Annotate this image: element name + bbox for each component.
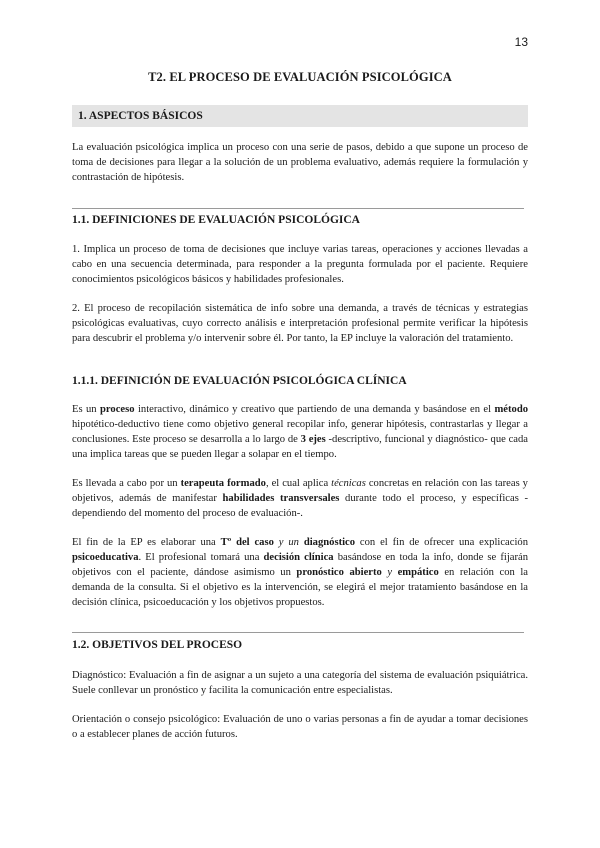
- section-divider: [72, 632, 524, 633]
- paragraph-definicion-1: 1. Implica un proceso de toma de decisiones que incluye varias tareas, operaciones y acciones llevadas a cabo en una secuencia determinada, para responder a la pregunta formulada por el paciente. Requiere conocimientos psicológicos básicos y habilidades profesionales.: [72, 244, 528, 285]
- paragraph-aspectos-basicos: La evaluación psicológica implica un proceso con una serie de pasos, debido a que supone un proceso de toma de decisiones para llegar a la solución de un problema evaluativo, además requiere la formulación y contrastación de hipótesis.: [72, 142, 528, 183]
- section-heading-evaluacion-clinica: 1.1.1. DEFINICIÓN DE EVALUACIÓN PSICOLÓGICA CLÍNICA: [72, 375, 407, 387]
- section-heading-definiciones: 1.1. DEFINICIONES DE EVALUACIÓN PSICOLÓGICA: [72, 214, 360, 226]
- paragraph-objetivo-orientacion: Orientación o consejo psicológico: Evaluación de uno o varias personas a fin de ayudar a tomar decisiones o a establecer planes de acción futuros.: [72, 714, 528, 740]
- paragraph-clinica-2: Es llevada a cabo por un terapeuta formado, el cual aplica técnicas concretas en relación con las tareas y objetivos, además de manifestar habilidades transversales durante todo el proceso, y específicas -dependiendo del momento del proceso de evaluación-.: [72, 478, 528, 519]
- page-number: 13: [514, 35, 528, 49]
- paragraph-objetivo-diagnostico: Diagnóstico: Evaluación a fin de asignar a un sujeto a una categoría del sistema de evaluación psiquiátrica. Suele conllevar un pronóstico y facilita la comunicación entre especialistas.: [72, 670, 528, 696]
- document-title: T2. EL PROCESO DE EVALUACIÓN PSICOLÓGICA: [148, 70, 452, 84]
- paragraph-clinica-1: Es un proceso interactivo, dinámico y creativo que partiendo de una demanda y basándose en el método hipotético-deductivo tiene como objetivo general recopilar info, generar hipótesis, contrastarlas y llegar a conclusiones. Este proceso se desarrolla a lo largo de 3 ejes -descriptivo, funcional y diagnóstico- que cada una implica tareas que se pueden llegar a solapar en el tiempo.: [72, 404, 529, 460]
- section-heading-objetivos: 1.2. OBJETIVOS DEL PROCESO: [72, 639, 243, 651]
- section-divider: [72, 208, 524, 209]
- section-heading-aspectos-basicos: 1. ASPECTOS BÁSICOS: [72, 105, 528, 127]
- paragraph-clinica-3: El fin de la EP es elaborar una Tº del caso y un diagnóstico con el fin de ofrecer una explicación psicoeducativa. El profesional tomará una decisión clínica basándose en toda la info, donde se fijarán objetivos con el paciente, dándose asimismo un pronóstico abierto y empático en relación con la demanda de la consulta. Si el objetivo es la intervención, se elegirá el mejor tratamiento basándose en la decisión clínica, psicoeducación y los objetivos propuestos.: [72, 537, 528, 608]
- paragraph-definicion-2: 2. El proceso de recopilación sistemática de info sobre una demanda, a través de técnicas y estrategias psicológicas evaluativas, cuyo correcto análisis e interpretación profesional permite verificar la hipótesis para descubrir el problema y/o intervenir sobre él. Por tanto, la EP incluye la valoración del tratamiento.: [72, 303, 528, 344]
